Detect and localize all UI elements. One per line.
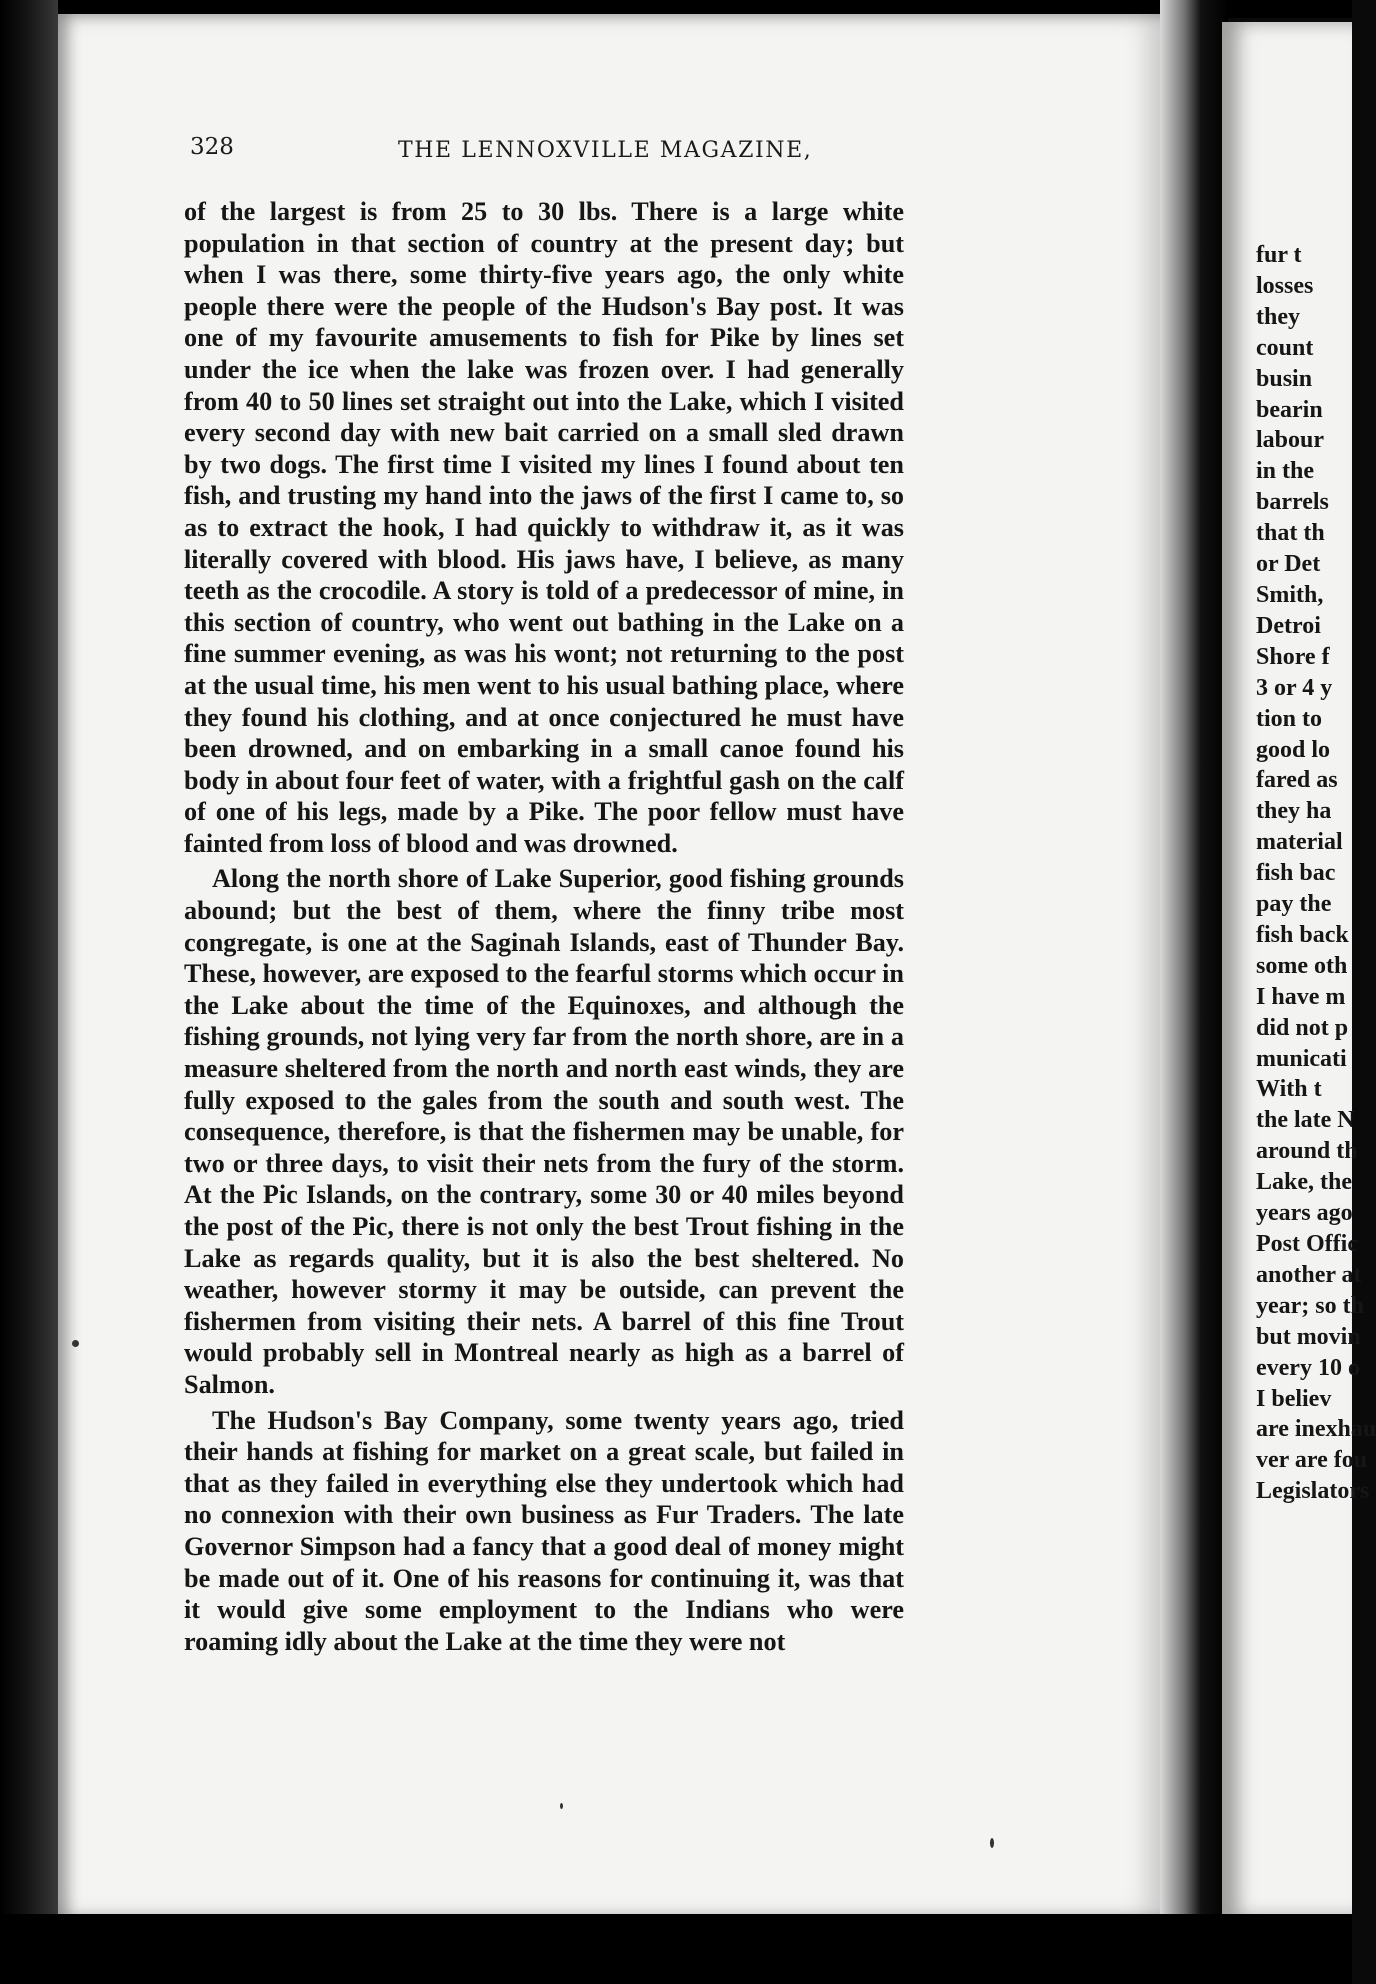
adjacent-page-line: losses [1256, 272, 1314, 299]
adjacent-page-line: fish back [1256, 921, 1349, 948]
adjacent-page-line: another at [1256, 1261, 1362, 1288]
adjacent-page-line: I believ [1256, 1385, 1332, 1412]
adjacent-page-line: the late N [1256, 1107, 1355, 1134]
adjacent-page-line: I have m [1256, 983, 1346, 1010]
adjacent-page [1222, 22, 1376, 1917]
adjacent-page-line: that th [1256, 520, 1325, 547]
adjacent-page-line: every 10 o [1256, 1354, 1360, 1381]
running-title: THE LENNOXVILLE MAGAZINE, [398, 138, 813, 163]
adjacent-page-line: Legislators [1256, 1478, 1370, 1505]
adjacent-page-line: tion to [1256, 705, 1322, 732]
adjacent-page-line: fared as [1256, 767, 1338, 794]
adjacent-page-line: 3 or 4 y [1256, 674, 1333, 701]
adjacent-page-line: but movin [1256, 1323, 1361, 1350]
adjacent-page-line: ver are fou [1256, 1447, 1368, 1474]
book-gutter [1160, 0, 1228, 1984]
adjacent-page-line: fish bac [1256, 860, 1336, 887]
adjacent-page-line: some oth [1256, 952, 1348, 979]
adjacent-page-text [1256, 240, 1376, 1507]
paragraph-2: Along the north shore of Lake Superior, good fishing grounds abound; but the best of them, where the finny tribe most congregate, is one at the Saginah Islands, east of Thunder Bay. These, however, are exposed to the fearful storms which occur in the Lake about the time of the Equinoxes, and although the fishing grounds, not lying very far from the north shore, are in a measure sheltered from the north and north east winds, they are fully exposed to the gales from the south and south west. The consequence, therefore, is that the fishermen may be unable, for two or three days, to visit their nets from the fury of the storm. At the Pic Islands, on the contrary, some 30 or 40 miles beyond the post of the Pic, there is not only the best Trout fishing in the Lake as regards quality, but it is also the best sheltered. No weather, however stormy it may be outside, can prevent the fishermen from visiting their nets. A barrel of this fine Trout would probably sell in Montreal nearly as high as a barrel of Salmon. [184, 864, 904, 1399]
adjacent-page-line: years ago [1256, 1200, 1353, 1227]
adjacent-page-line: Post Offic [1256, 1231, 1358, 1257]
adjacent-page-line: or Det [1256, 551, 1321, 578]
adjacent-page-line: Smith, [1256, 581, 1324, 608]
adjacent-page-line: around th [1256, 1138, 1358, 1165]
page-number: 328 [190, 134, 234, 160]
adjacent-page-line: good lo [1256, 736, 1331, 763]
adjacent-page-line: Detroi [1256, 612, 1321, 639]
adjacent-page-line: labour [1256, 427, 1325, 454]
adjacent-page-line: did not p [1256, 1014, 1349, 1041]
adjacent-page-line: Shore f [1256, 643, 1330, 670]
adjacent-page-line: are inexhau [1256, 1416, 1376, 1443]
paragraph-1: of the largest is from 25 to 30 lbs. There is a large white population in that section of country at the present day; but when I was there, some thirty-five years ago, the only white people there were the people of the Hudson's Bay post. It was one of my favourite amusements to fish for Pike by lines set under the ice when the lake was frozen over. I had generally from 40 to 50 lines set straight out into the Lake, which I visited every second day with new bait carried on a small sled drawn by two dogs. The first time I visited my lines I found about ten fish, and trusting my hand into the jaws of the first I came to, so as to extract the hook, I had quickly to withdraw it, as it was literally covered with blood. His jaws have, I believe, as many teeth as the crocodile. A story is told of a predecessor of mine, in this section of country, who went out bathing in the Lake on a fine summer evening, as was his wont; not returning to the post at the usual time, his men went to his usual bathing place, where they found his clothing, and at once conjectured he must have been drowned, and on embarking in a small canoe found his body in about four feet of water, with a frightful gash on the calf of one of his legs, made by a Pike. The poor fellow must have fainted from loss of blood and was drowned. [184, 197, 904, 858]
dust-speck [990, 1838, 994, 1848]
adjacent-page-line: bearin [1256, 396, 1323, 423]
adjacent-page-line: pay the [1256, 891, 1332, 918]
adjacent-page-line: year; so th [1256, 1292, 1364, 1319]
adjacent-page-line: With t [1256, 1076, 1322, 1103]
scan-border-left [0, 0, 58, 1984]
adjacent-page-line: municati [1256, 1045, 1347, 1072]
adjacent-page-line: they ha [1256, 798, 1332, 825]
adjacent-page-line: they [1256, 303, 1300, 330]
adjacent-page-line: fur t [1256, 242, 1302, 268]
dust-speck [560, 1803, 563, 1809]
adjacent-page-line: barrels [1256, 489, 1329, 516]
paragraph-3: The Hudson's Bay Company, some twenty years ago, tried their hands at fishing for market on a great scale, but failed in that as they failed in everything else they undertook which had no connexion with their own business as Fur Traders. The late Governor Simpson had a fancy that a good deal of money might be made out of it. One of his reasons for continuing it, was that it would give some employment to the Indians who were roaming idly about the Lake at the time they were not [184, 1405, 904, 1656]
scan-border-bottom [0, 1914, 1352, 1984]
adjacent-page-line: count [1256, 334, 1314, 361]
adjacent-page-line: material [1256, 829, 1343, 856]
dust-speck [72, 1340, 79, 1347]
adjacent-page-line: Lake, the [1256, 1169, 1352, 1196]
adjacent-page-line: busin [1256, 365, 1313, 392]
adjacent-page-line: in the [1256, 458, 1315, 485]
body-text [184, 196, 904, 1657]
running-head [190, 134, 940, 174]
